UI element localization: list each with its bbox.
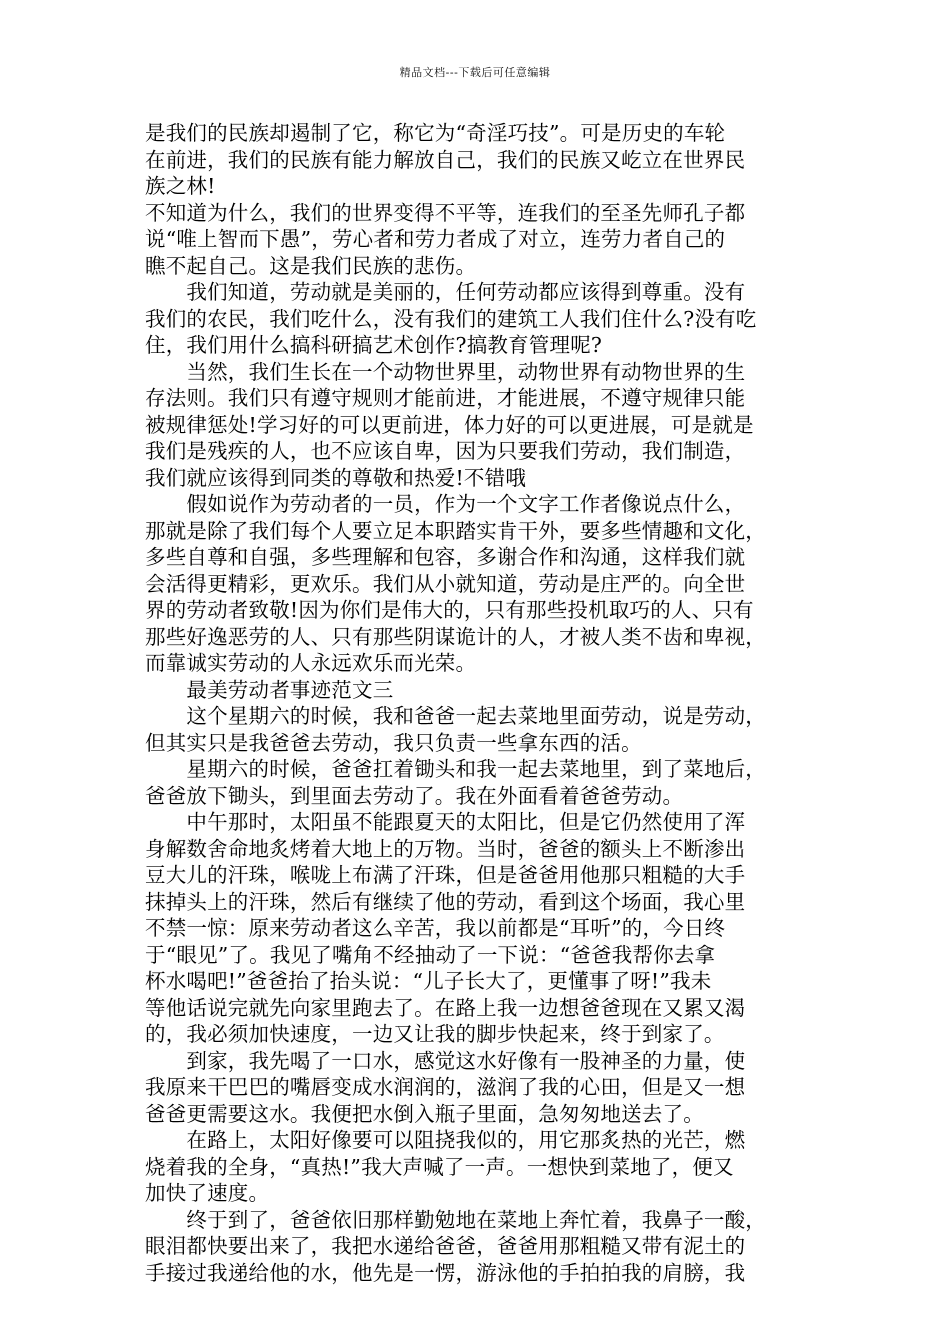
text-line: 我们知道，劳动就是美丽的，任何劳动都应该得到尊重。没有 [145,280,746,304]
text-line: 爸爸放下锄头，到里面去劳动了。我在外面看着爸爸劳动。 [145,783,684,808]
text-line: 手接过我递给他的水，他先是一愣，游泳他的手拍拍我的肩膀，我 [145,1260,746,1285]
text-line: 抹掉头上的汗珠，然后有继续了他的劳动，看到这个场面，我心里 [145,889,746,914]
text-line: 会活得更精彩，更欢乐。我们从小就知道，劳动是庄严的。向全世 [145,571,746,596]
document-body [145,120,821,1286]
text-line: 的，我必须加快速度，一边又让我的脚步快起来，终于到家了。 [145,1022,725,1046]
text-line: 瞧不起自己。这是我们民族的悲伤。 [145,253,477,278]
text-line: 那就是除了我们每个人要立足本职踏实肯干外，要多些情趣和文化， [145,518,766,543]
text-line: 我们是残疾的人，也不应该自卑，因为只要我们劳动，我们制造， [145,439,746,463]
text-line: 不禁一惊：原来劳动者这么辛苦，我以前都是“耳听”的，今日终 [145,916,726,940]
text-line: 最美劳动者事迹范文三 [145,677,394,702]
text-line: 这个星期六的时候，我和爸爸一起去菜地里面劳动，说是劳动， [145,704,766,728]
text-line: 杯水喝吧!”爸爸抬了抬头说：“儿子长大了，更懂事了呀!”我未 [145,969,712,993]
text-line: 终于到了，爸爸依旧那样勤勉地在菜地上奔忙着，我鼻子一酸， [145,1207,766,1232]
text-line: 中午那时，太阳虽不能跟夏天的太阳比，但是它仍然使用了浑 [145,810,746,834]
text-line: 在路上，太阳好像要可以阻挠我似的，用它那炙热的光芒，燃 [145,1128,746,1152]
text-line: 多些自尊和自强，多些理解和包容，多谢合作和沟通，这样我们就 [145,545,746,569]
text-line: 豆大儿的汗珠，喉咙上布满了汗珠，但是爸爸用他那只粗糙的大手 [145,863,746,887]
text-line: 于“眼见”了。我见了嘴角不经抽动了一下说：“爸爸我帮你去拿 [145,942,716,967]
text-line: 说“唯上智而下愚”，劳心者和劳力者成了对立，连劳力者自己的 [145,227,726,251]
text-line: 那些好逸恶劳的人、只有那些阴谋诡计的人，才被人类不齿和卑视， [145,624,766,649]
text-line: 住，我们用什么搞科研搞艺术创作?搞教育管理呢? [145,333,603,357]
text-line: 到家，我先喝了一口水，感觉这水好像有一股神圣的力量，使 [145,1048,746,1073]
text-line: 被规律惩处!学习好的可以更前进，体力好的可以更进展，可是就是 [145,412,754,437]
text-line: 身解数舍命地炙烤着大地上的万物。当时，爸爸的额头上不断渗出 [145,836,746,861]
text-line: 但其实只是我爸爸去劳动，我只负责一些拿东西的活。 [145,730,642,755]
text-line: 界的劳动者致敬!因为你们是伟大的，只有那些投机取巧的人、只有 [145,598,754,622]
text-line: 存法则。我们只有遵守规则才能前进，才能进展，不遵守规律只能 [145,386,746,410]
text-line: 假如说作为劳动者的一员，作为一个文字工作者像说点什么， [145,492,746,516]
text-line: 眼泪都快要出来了，我把水递给爸爸，爸爸用那粗糙又带有泥土的 [145,1234,746,1258]
text-line: 族之林! [145,174,216,198]
text-line: 在前进，我们的民族有能力解放自己，我们的民族又屹立在世界民 [145,147,746,172]
text-line: 我们的农民，我们吃什么，没有我们的建筑工人我们住什么?没有吃 [145,306,757,331]
text-line: 不知道为什么，我们的世界变得不平等，连我们的至圣先师孔子都 [145,200,746,225]
text-line: 星期六的时候，爸爸扛着锄头和我一起去菜地里，到了菜地后， [145,757,766,781]
text-line: 我原来干巴巴的嘴唇变成水润润的，滋润了我的心田，但是又一想 [145,1075,746,1099]
text-line: 烧着我的全身，“真热!”我大声喊了一声。一想快到菜地了，便又 [145,1154,734,1179]
text-line: 是我们的民族却遏制了它，称它为“奇淫巧技”。可是历史的车轮 [145,121,726,145]
text-line: 等他话说完就先向家里跑去了。在路上我一边想爸爸现在又累又渴 [145,995,746,1020]
page-header: 精品文档---下载后可任意编辑 [399,66,551,79]
text-line: 当然，我们生长在一个动物世界里，动物世界有动物世界的生 [145,359,746,384]
text-line: 加快了速度。 [145,1181,270,1205]
text-line: 而靠诚实劳动的人永远欢乐而光荣。 [145,651,477,675]
text-line: 我们就应该得到同类的尊敬和热爱!不错哦 [145,465,527,490]
text-line: 爸爸更需要这水。我便把水倒入瓶子里面，急匆匆地送去了。 [145,1101,704,1126]
